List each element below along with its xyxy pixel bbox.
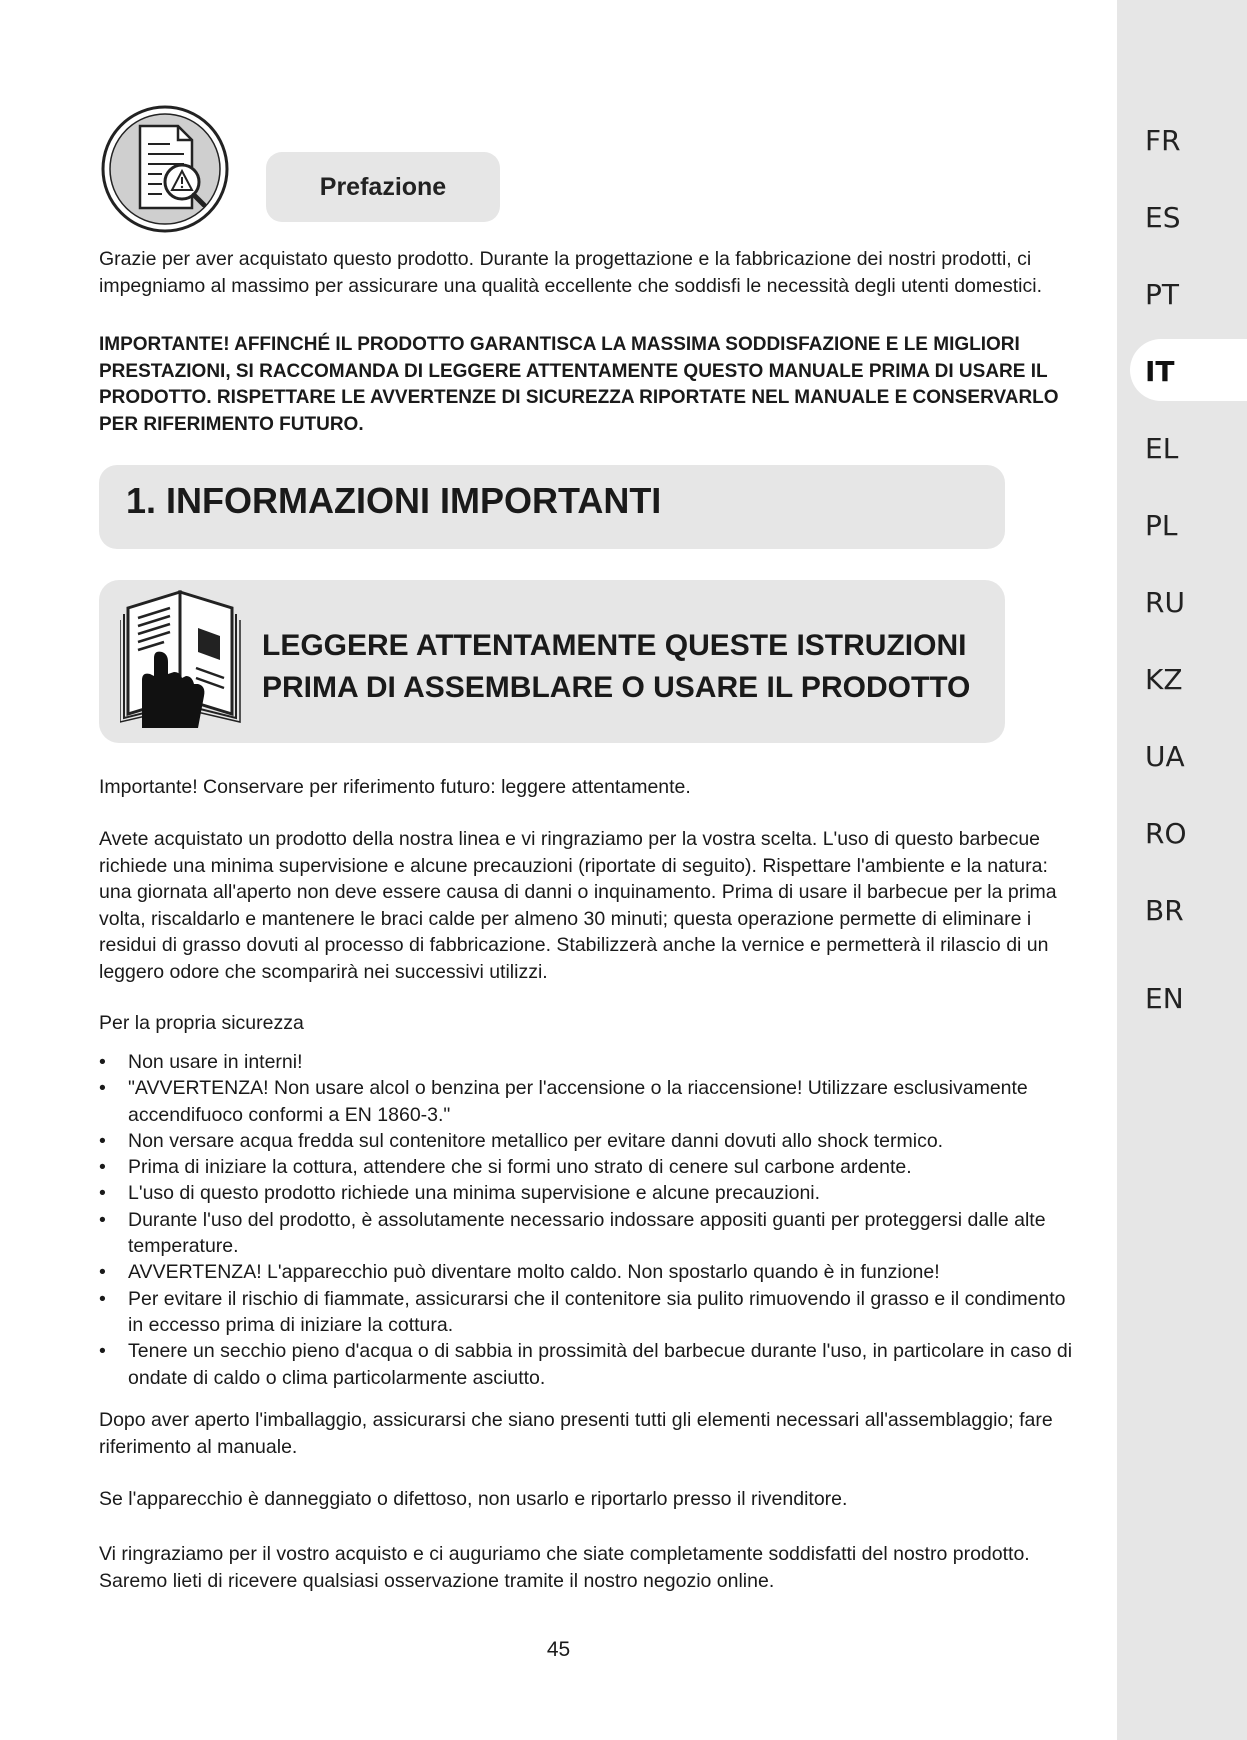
- lang-tab-ua[interactable]: UA: [1145, 740, 1185, 773]
- lang-tab-ru[interactable]: RU: [1145, 586, 1185, 619]
- lang-tab-pt[interactable]: PT: [1145, 278, 1179, 311]
- manual-reading-icon: [120, 588, 246, 728]
- read-instructions-line-1: LEGGERE ATTENTAMENTE QUESTE ISTRUZIONI: [262, 629, 967, 662]
- damaged-paragraph: Se l'apparecchio è danneggiato o difettoso, non usarlo e riportarlo presso il rivenditore.: [99, 1488, 848, 1510]
- list-item: • Non usare in interni!: [99, 1049, 1084, 1075]
- lang-tab-el[interactable]: EL: [1145, 432, 1179, 465]
- lang-tab-es[interactable]: ES: [1145, 201, 1181, 234]
- lang-tab-en[interactable]: EN: [1145, 982, 1184, 1015]
- preface-important-notice: IMPORTANTE! AFFINCHÉ IL PRODOTTO GARANTISCA LA MASSIMA SODDISFAZIONE E LE MIGLIORI PRESTAZIONI, SI RACCOMANDA DI LEGGERE ATTENTAMENTE QUESTO MANUALE PRIMA DI USARE IL PRODOTTO. RISPETTARE LE AVVERTENZE DI SICUREZZA RIPORTATE NEL MANUALE E CONSERVARLO PER RIFERIMENTO FUTURO.: [99, 334, 1059, 435]
- list-item: • Tenere un secchio pieno d'acqua o di sabbia in prossimità del barbecue durante l'uso, in particolare in caso di ondate di caldo o clima particolarmente asciutto.: [99, 1338, 1084, 1391]
- language-sidebar: [1117, 0, 1247, 1740]
- list-item: • Durante l'uso del prodotto, è assolutamente necessario indossare appositi guanti per proteggersi dalle alte temperature.: [99, 1207, 1084, 1260]
- list-item: • L'uso di questo prodotto richiede una minima supervisione e alcune precauzioni.: [99, 1180, 1084, 1206]
- list-item: • Prima di iniziare la cottura, attendere che si formi uno strato di cenere sul carbone ardente.: [99, 1154, 1084, 1180]
- read-instructions-line-2: PRIMA DI ASSEMBLARE O USARE IL PRODOTTO: [262, 671, 971, 704]
- document-warning-icon: [100, 104, 230, 234]
- thanks-paragraph: Vi ringraziamo per il vostro acquisto e ci auguriamo che siate completamente soddisfatti del nostro prodotto. Saremo lieti di ricevere qualsiasi osservazione tramite il nostro negozio online.: [99, 1543, 1030, 1592]
- lang-tab-kz[interactable]: KZ: [1145, 663, 1183, 696]
- list-item: • "AVVERTENZA! Non usare alcol o benzina per l'accensione o la riaccensione! Utilizzare esclusivamente accendifuoco conformi a EN 1860-3.": [99, 1075, 1084, 1128]
- safety-list: [99, 1049, 1084, 1391]
- list-item: • Non versare acqua fredda sul contenitore metallico per evitare danni dovuti allo shock termico.: [99, 1128, 1084, 1154]
- list-item: • AVVERTENZA! L'apparecchio può diventare molto caldo. Non spostarlo quando è in funzione!: [99, 1259, 1084, 1285]
- preface-title: Prefazione: [266, 152, 500, 222]
- lang-tab-fr[interactable]: FR: [1145, 124, 1181, 157]
- section-heading: 1. INFORMAZIONI IMPORTANTI: [126, 480, 662, 521]
- page-number: 45: [546, 1638, 571, 1661]
- lang-tab-ro[interactable]: RO: [1145, 817, 1187, 850]
- safety-heading: Per la propria sicurezza: [99, 1012, 304, 1034]
- lang-tab-it[interactable]: IT: [1145, 355, 1175, 388]
- conserve-notice: Importante! Conservare per riferimento futuro: leggere attentamente.: [99, 776, 691, 798]
- preface-intro: Grazie per aver acquistato questo prodotto. Durante la progettazione e la fabbricazione dei nostri prodotti, ci impegniamo al massimo per assicurare una qualità eccellente che soddisfi le necessità degli utenti domestici.: [99, 248, 1042, 297]
- lang-tab-br[interactable]: BR: [1145, 894, 1184, 927]
- intro-paragraph: Avete acquistato un prodotto della nostra linea e vi ringraziamo per la vostra scelta. L'uso di questo barbecue richiede una minima supervisione e alcune precauzioni (riportate di seguito). Rispettare l'ambiente e la natura: una giornata all'aperto non deve essere causa di danni o inquinamento. Prima di usare il barbecue per la prima volta, riscaldarlo e mantenere le braci calde per almeno 30 minuti; questa operazione permette di eliminare i residui di grasso dovuti al processo di fabbricazione. Stabilizzerà anche la vernice e permetterà il rilascio di un leggero odore che scomparirà nei successivi utilizzi.: [99, 828, 1057, 983]
- list-item: • Per evitare il rischio di fiammate, assicurarsi che il contenitore sia pulito rimuovendo il grasso e il condimento in eccesso prima di iniziare la cottura.: [99, 1286, 1084, 1339]
- read-instructions-title: [262, 625, 970, 709]
- lang-tab-pl[interactable]: PL: [1145, 509, 1178, 542]
- unpack-paragraph: Dopo aver aperto l'imballaggio, assicurarsi che siano presenti tutti gli elementi necessari all'assemblaggio; fare riferimento al manuale.: [99, 1409, 1053, 1458]
